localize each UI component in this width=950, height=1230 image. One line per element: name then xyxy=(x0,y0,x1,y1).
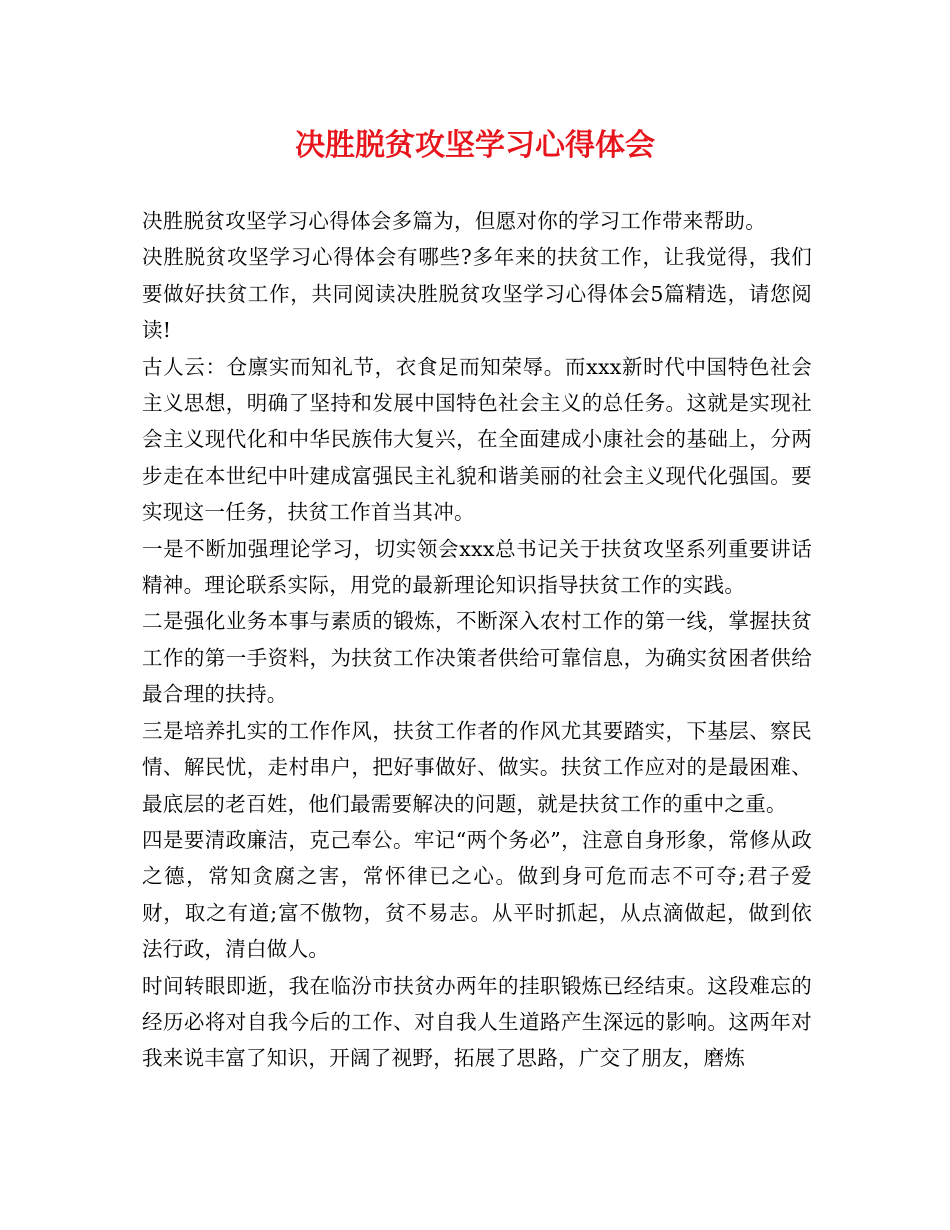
paragraph: 决胜脱贫攻坚学习心得体会多篇为，但愿对你的学习工作带来帮助。 xyxy=(142,209,766,233)
paragraph: 一是不断加强理论学习，切实领会xxx总书记关于扶贫攻坚系列重要讲话精神。理论联系实际，用党的最新理论知识指导扶贫工作的实践。 xyxy=(142,536,812,598)
paragraph: 三是培养扎实的工作作风，扶贫工作者的作风尤其要踏实，下基层、察民情、解民忧，走村串户，把好事做好、做实。扶贫工作应对的是最困难、最底层的老百姓，他们最需要解决的问题，就是扶贫工作的重中之重。 xyxy=(142,718,812,816)
paragraph: 四是要清政廉洁，克己奉公。牢记“两个务必”，注意自身形象，常修从政之德，常知贪腐之害，常怀律已之心。做到身可危而志不可夺;君子爱财，取之有道;富不傲物，贫不易志。从平时抓起，从点滴做起，做到依法行政，清白做人。 xyxy=(142,827,812,962)
paragraph: 时间转眼即逝，我在临汾市扶贫办两年的挂职锻炼已经结束。这段难忘的经历必将对自我今后的工作、对自我人生道路产生深远的影响。这两年对我来说丰富了知识，开阔了视野，拓展了思路，广交了朋友，磨炼 xyxy=(142,973,812,1071)
paragraph: 古人云：仓廪实而知礼节，衣食足而知荣辱。而xxx新时代中国特色社会主义思想，明确了坚持和发展中国特色社会主义的总任务。这就是实现社会主义现代化和中华民族伟大复兴，在全面建成小康社会的基础上，分两步走在本世纪中叶建成富强民主礼貌和谐美丽的社会主义现代化强国。要实现这一任务，扶贫工作首当其冲。 xyxy=(142,354,812,525)
paragraph: 决胜脱贫攻坚学习心得体会有哪些?多年来的扶贫工作，让我觉得，我们要做好扶贫工作，共同阅读决胜脱贫攻坚学习心得体会5篇精选，请您阅读! xyxy=(142,245,812,343)
paragraph: 二是强化业务本事与素质的锻炼，不断深入农村工作的第一线，掌握扶贫工作的第一手资料，为扶贫工作决策者供给可靠信息，为确实贫困者供给最合理的扶持。 xyxy=(142,609,812,707)
document-body xyxy=(142,203,812,1077)
document-title: 决胜脱贫攻坚学习心得体会 xyxy=(295,128,655,163)
